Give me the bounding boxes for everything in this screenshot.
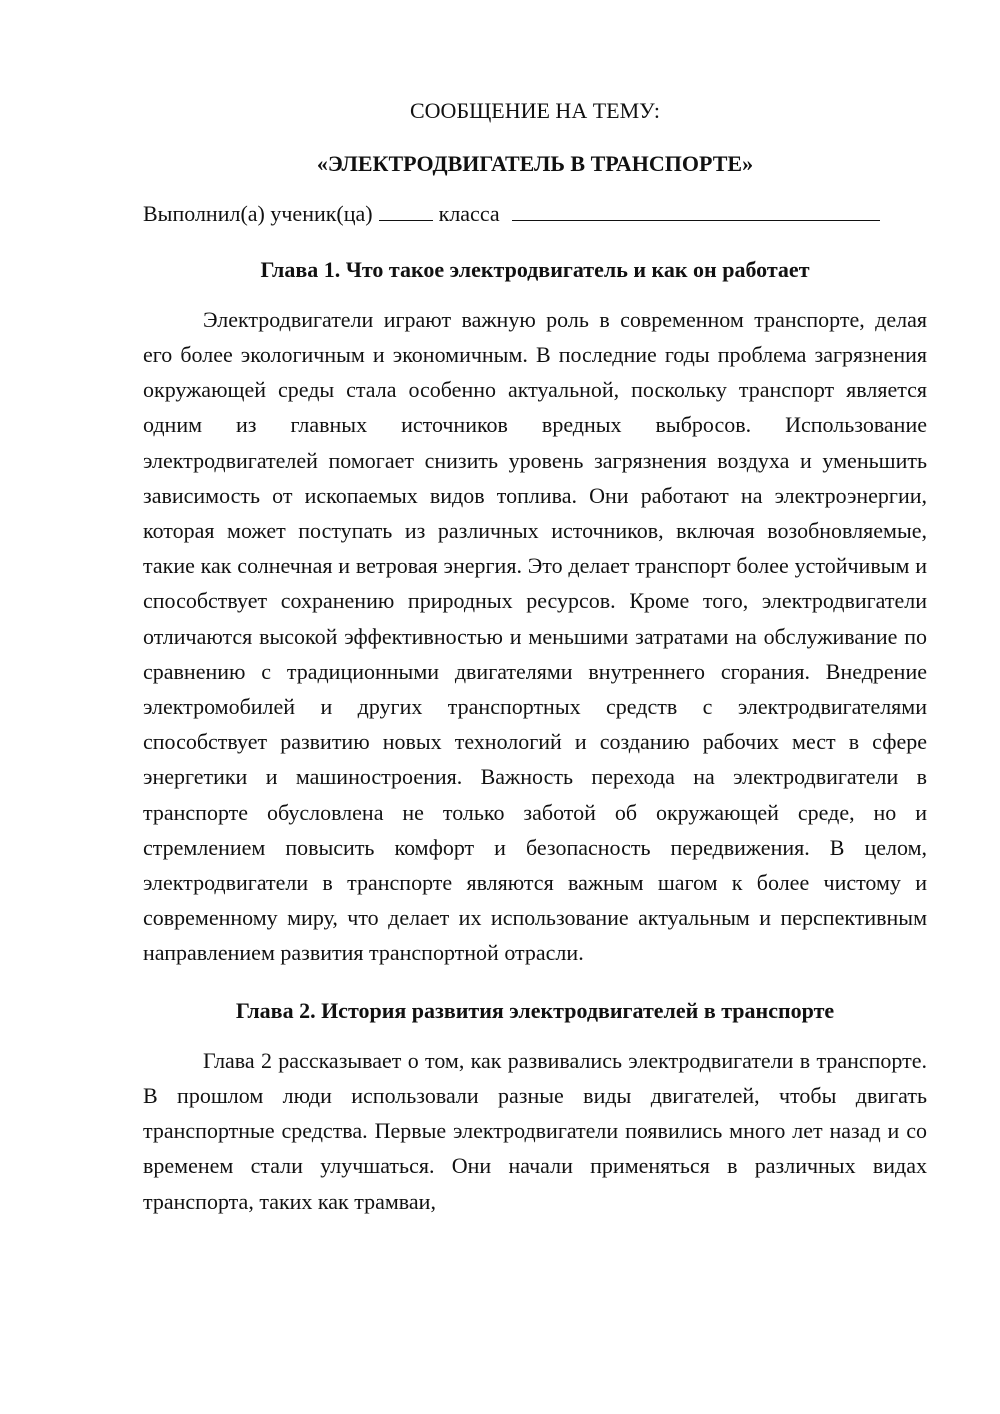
document-title: «ЭЛЕКТРОДВИГАТЕЛЬ В ТРАНСПОРТЕ»	[316, 151, 754, 177]
class-word: класса	[438, 201, 500, 227]
chapter-2-paragraph: Глава 2 рассказывает о том, как развивались электродвигатели в транспорте. В прошлом люди использовали разные виды двигателей, чтобы двигать транспортные средства. Первые электродвигатели появились много лет назад и со временем стали улучшаться. Они начали применяться в различных видах транспорта, таких как трамваи,	[143, 1047, 927, 1214]
chapter-1-paragraph: Электродвигатели играют важную роль в современном транспорте, делая его более экологичным и экономичным. В последние годы проблема загрязнения окружающей среды стала особенно актуальной, поскольку транспорт является одним из главных источников вредных выбросов. Использование электродвигателей помогает снизить уровень загрязнения воздуха и уменьшить зависимость от ископаемых видов топлива. Они работают на электроэнергии, которая может поступать из различных источников, включая возобновляемые, такие как солнечная и ветровая энергия. Это делает транспорт более устойчивым и способствует сохранению природных ресурсов. Кроме того, электродвигатели отличаются высокой эффективностью и меньшими затратами на обслуживание по сравнению с традиционными двигателями внутреннего сгорания. Внедрение электромобилей и других транспортных средств с электродвигателями способствует развитию новых технологий и созданию рабочих мест в сфере энергетики и машиностроения. Важность перехода на электродвигатели в транспорте обусловлена не только заботой об окружающей среде, но и стремлением повысить комфорт и безопасность передвижения. В целом, электродвигатели в транспорте являются важным шагом к более чистому и современному миру, что делает их использование актуальным и перспективным направлением развития транспортной отрасли.	[143, 306, 927, 966]
student-name-blank	[512, 198, 880, 221]
chapter-2-heading: Глава 2. История развития электродвигателей в транспорте	[235, 997, 835, 1023]
document-content	[143, 93, 927, 1219]
class-number-blank	[379, 198, 433, 221]
chapter-1-heading: Глава 1. Что такое электродвигатель и как он работает	[260, 256, 810, 282]
author-prefix: Выполнил(а) ученик(ца)	[143, 201, 373, 227]
author-line	[143, 196, 927, 231]
subject-line: СООБЩЕНИЕ НА ТЕМУ:	[410, 98, 660, 123]
